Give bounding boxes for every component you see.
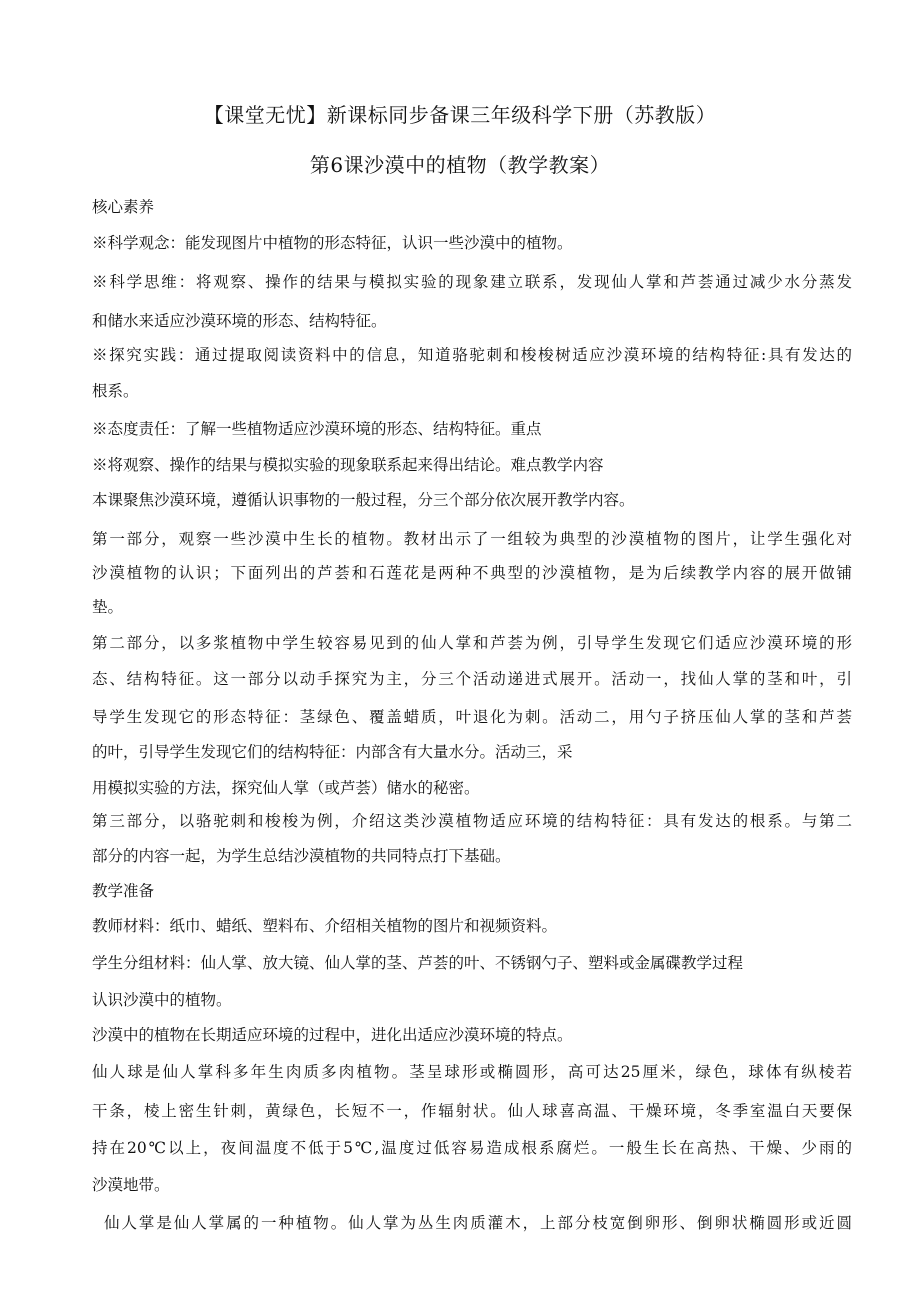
section-heading-core-literacy: 核心素养 xyxy=(92,198,155,216)
paragraph-line: 沙漠植物的认识；下面列出的芦荟和石莲花是两种不典型的沙漠植物，是为后续教学内容的展开做铺 xyxy=(92,564,852,582)
paragraph-line: 态、结构特征。这一部分以动手探究为主，分三个活动递进式展开。活动一，找仙人掌的茎和叶，引 xyxy=(92,670,852,688)
paragraph-line: 和储水来适应沙漠环境的形态、结构特征。 xyxy=(92,312,387,330)
paragraph-line: 部分的内容一起，为学生总结沙漠植物的共同特点打下基础。 xyxy=(92,847,511,865)
paragraph-line: 第一部分，观察一些沙漠中生长的植物。教材出示了一组较为典型的沙漠植物的图片，让学生强化对 xyxy=(92,530,852,548)
paragraph-line: 本课聚焦沙漠环境，遵循认识事物的一般过程，分三个部分依次展开教学内容。 xyxy=(92,491,635,509)
paragraph-line: 沙漠中的植物在长期适应环境的过程中，进化出适应沙漠环境的特点。 xyxy=(92,1026,573,1044)
paragraph-line: 认识沙漠中的植物。 xyxy=(92,991,232,1009)
paragraph-line: ※探究实践：通过提取阅读资料中的信息，知道骆驼刺和梭梭树适应沙漠环境的结构特征:具有发达的 xyxy=(92,346,852,364)
paragraph-line: 第二部分，以多浆植物中学生较容易见到的仙人掌和芦荟为例，引导学生发现它们适应沙漠环境的形 xyxy=(92,634,852,652)
paragraph-line: 垫。 xyxy=(92,598,124,616)
paragraph-line: 根系。 xyxy=(92,382,139,400)
paragraph-line: ※态度责任：了解一些植物适应沙漠环境的形态、结构特征。重点 xyxy=(92,420,542,438)
paragraph-line: 沙漠地带。 xyxy=(92,1176,170,1194)
paragraph-line: 仙人球是仙人掌科多年生肉质多肉植物。茎呈球形或椭圆形，高可达25厘米，绿色，球体有纵棱若 xyxy=(92,1063,852,1081)
paragraph-line: 学生分组材料：仙人掌、放大镜、仙人掌的茎、芦荟的叶、不锈钢勺子、塑料或金属碟教学过程 xyxy=(92,954,744,972)
paragraph-line: 干条，棱上密生针刺，黄绿色，长短不一，作辐射状。仙人球喜高温、干燥环境，冬季室温白天要保 xyxy=(92,1102,852,1120)
paragraph-line: 的叶，引导学生发现它们的结构特征：内部含有大量水分。活动三，采 xyxy=(92,743,573,761)
section-heading-teaching-preparation: 教学准备 xyxy=(92,882,155,900)
paragraph-line: ※科学观念：能发现图片中植物的形态特征，认识一些沙漠中的植物。 xyxy=(92,234,573,252)
paragraph-line: 仙人掌是仙人掌属的一种植物。仙人掌为丛生肉质灌木，上部分枝宽倒卵形、倒卵状椭圆形或近圆 xyxy=(104,1214,852,1232)
document-subtitle: 第6课沙漠中的植物（教学教案） xyxy=(309,153,611,177)
paragraph-line: ※科学思维：将观察、操作的结果与模拟实验的现象建立联系，发现仙人掌和芦荟通过减少水分蒸发 xyxy=(92,273,852,291)
paragraph-line: 第三部分，以骆驼刺和梭梭为例，介绍这类沙漠植物适应环境的结构特征：具有发达的根系。与第二 xyxy=(92,812,852,830)
paragraph-line: 用模拟实验的方法，探究仙人掌（或芦荟）储水的秘密。 xyxy=(92,779,480,797)
paragraph-line: 持在20℃以上，夜间温度不低于5℃,温度过低容易造成根系腐烂。一般生长在高热、干燥、少雨的 xyxy=(92,1139,852,1157)
paragraph-line: 教师材料：纸巾、蜡纸、塑料布、介绍相关植物的图片和视频资料。 xyxy=(92,917,558,935)
paragraph-line: 导学生发现它的形态特征：茎绿色、覆盖蜡质，叶退化为刺。活动二，用勺子挤压仙人掌的茎和芦荟 xyxy=(92,708,852,726)
document-title: 【课堂无忧】新课标同步备课三年级科学下册（苏教版） xyxy=(203,103,717,127)
paragraph-line: ※将观察、操作的结果与模拟实验的现象联系起来得出结论。难点教学内容 xyxy=(92,456,604,474)
